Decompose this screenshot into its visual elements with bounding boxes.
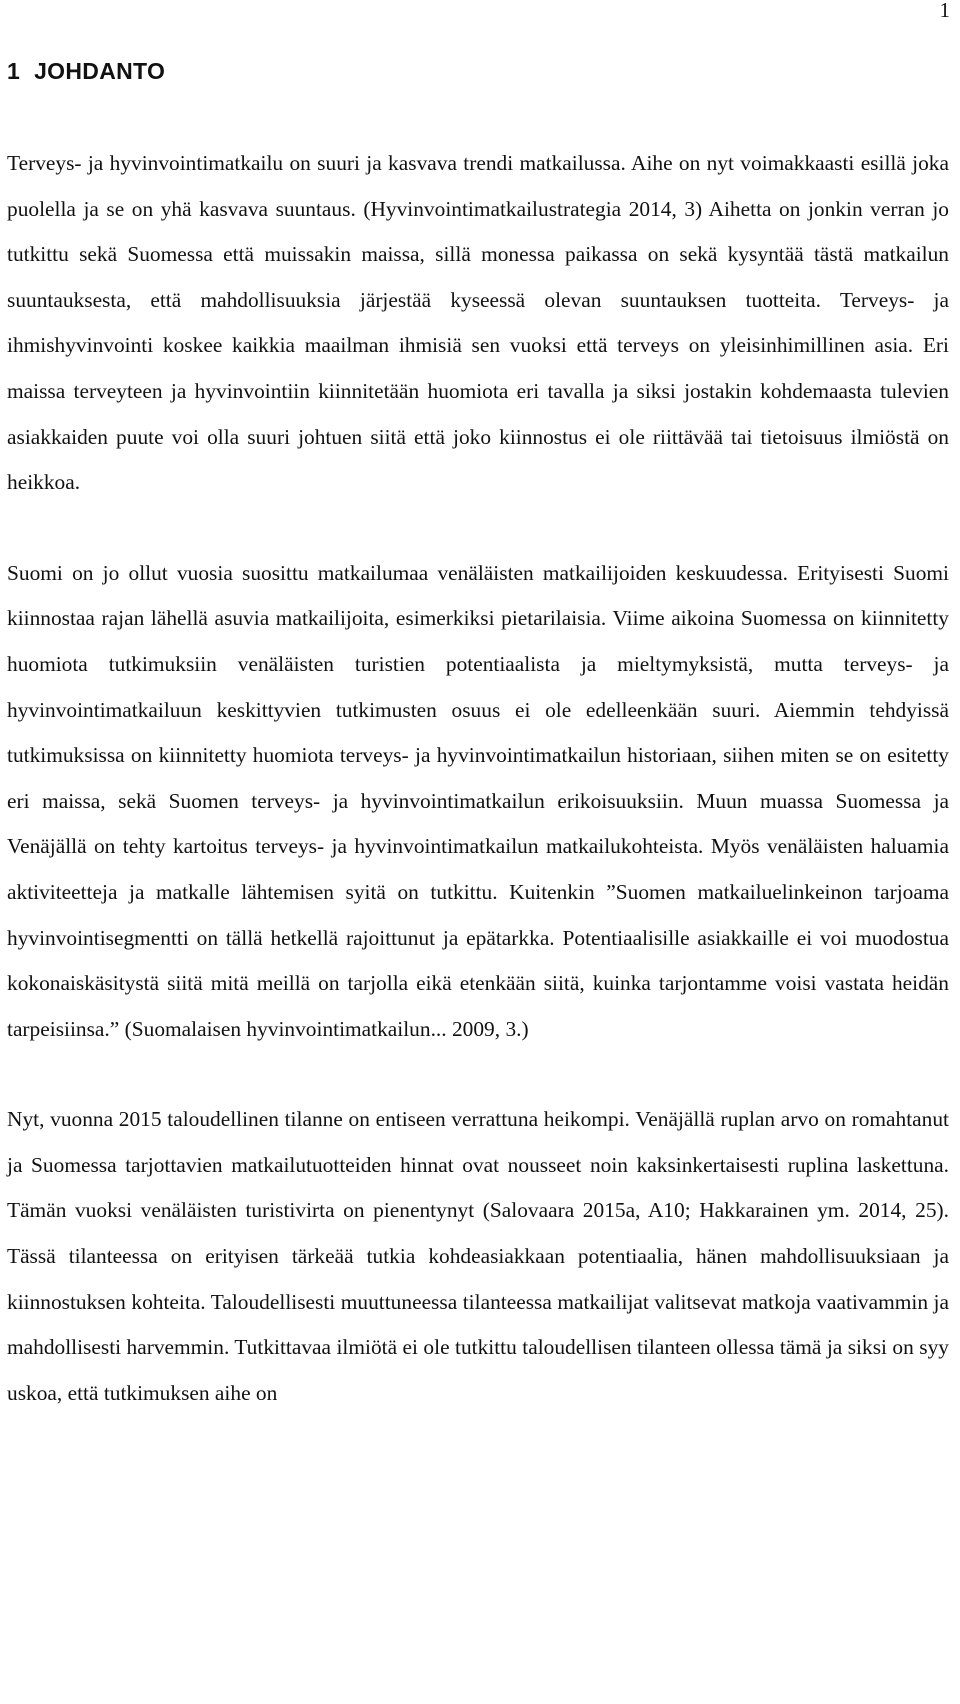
section-title: JOHDANTO: [34, 58, 166, 84]
page-number: 1: [939, 0, 950, 22]
paragraph: Suomi on jo ollut vuosia suosittu matkailumaa venäläisten matkailijoiden keskuudessa. Erityisesti Suomi kiinnostaa rajan lähellä asuvia matkailijoita, esimerkiksi pietarilaisia. Viime aikoina Suomessa on kiinnitetty huomiota tutkimuksiin venäläisten turistien potentiaalista ja mieltymyksistä, mutta terveys- ja hyvinvointimatkailuun keskittyvien tutkimusten osuus ei ole edelleenkään suuri. Aiemmin tehdyissä tutkimuksissa on kiinnitetty huomiota terveys- ja hyvinvointimatkailun historiaan, siihen miten se on esitetty eri maissa, sekä Suomen terveys- ja hyvinvointimatkailun erikoisuuksiin. Muun muassa Suomessa ja Venäjällä on tehty kartoitus terveys- ja hyvinvointimatkailun matkailukohteista. Myös venäläisten haluamia aktiviteetteja ja matkalle lähtemisen syitä on tutkittu. Kuitenkin ”Suomen matkailuelinkeinon tarjoama hyvinvointisegmentti on tällä hetkellä rajoittunut ja epätarkka. Potentiaalisille asiakkaille ei voi muodostua kokonaiskäsitystä siitä mitä meillä on tarjolla eikä etenkään siitä, kuinka tarjontamme voisi vastata heidän tarpeisiinsa.” (Suomalaisen hyvinvointimatkailun... 2009, 3.): [7, 560, 949, 1041]
paragraph: Terveys- ja hyvinvointimatkailu on suuri ja kasvava trendi matkailussa. Aihe on nyt voimakkaasti esillä joka puolella ja se on yhä kasvava suuntaus. (Hyvinvointimatkailustrategia 2014, 3) Aihetta on jonkin verran jo tutkittu sekä Suomessa että muissakin maissa, sillä monessa paikassa on sekä kysyntää tästä matkailun suuntauksesta, että mahdollisuuksia järjestää kyseessä olevan suuntauksen tuotteita. Terveys- ja ihmishyvinvointi koskee kaikkia maailman ihmisiä sen vuoksi että terveys on yleisinhimillinen asia. Eri maissa terveyteen ja hyvinvointiin kiinnitetään huomiota eri tavalla ja siksi jostakin kohdemaasta tulevien asiakkaiden puute voi olla suuri johtuen siitä että joko kiinnostus ei ole riittävää tai tietoisuus ilmiöstä on heikkoa.: [7, 151, 949, 495]
section-heading: [7, 58, 165, 85]
body-text: [7, 141, 949, 1416]
paragraph: Nyt, vuonna 2015 taloudellinen tilanne on entiseen verrattuna heikompi. Venäjällä ruplan arvo on romahtanut ja Suomessa tarjottavien matkailutuotteiden hinnat ovat nousseet noin kaksinkertaisesti ruplina laskettuna. Tämän vuoksi venäläisten turistivirta on pienentynyt (Salovaara 2015a, A10; Hakkarainen ym. 2014, 25). Tässä tilanteessa on erityisen tärkeää tutkia kohdeasiakkaan potentiaalia, hänen mahdollisuuksiaan ja kiinnostuksen kohteita. Taloudellisesti muuttuneessa tilanteessa matkailijat valitsevat matkoja vaativammin ja mahdollisesti harvemmin. Tutkittavaa ilmiötä ei ole tutkittu taloudellisen tilanteen ollessa tämä ja siksi on syy uskoa, että tutkimuksen aihe on: [7, 1107, 949, 1405]
section-number: 1: [7, 58, 21, 84]
